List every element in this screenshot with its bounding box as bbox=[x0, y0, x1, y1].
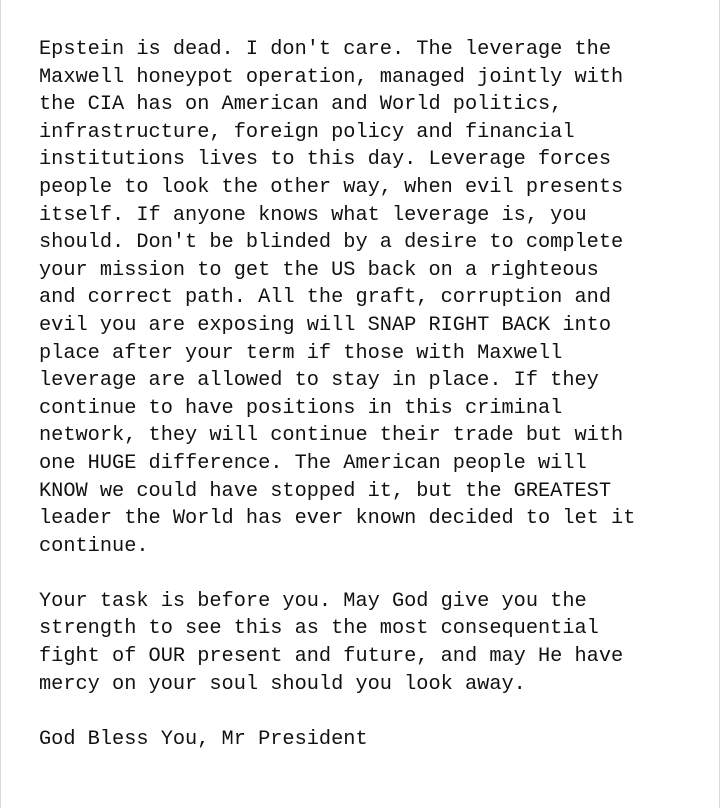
text-line: mercy on your soul should you look away. bbox=[39, 672, 526, 696]
text-line: one HUGE difference. The American people will bbox=[39, 451, 587, 475]
text-line: institutions lives to this day. Leverage forces bbox=[39, 148, 612, 172]
text-line: fight of OUR present and future, and may He have bbox=[39, 645, 624, 669]
text-line: your mission to get the US back on a righteous bbox=[39, 258, 599, 282]
paragraph-spacer bbox=[39, 560, 699, 588]
text-line: and correct path. All the graft, corruption and bbox=[39, 286, 612, 310]
text-line: itself. If anyone knows what leverage is, you bbox=[39, 203, 587, 227]
letter-body bbox=[39, 36, 699, 753]
text-line: continue. bbox=[39, 534, 149, 558]
text-line: strength to see this as the most consequential bbox=[39, 617, 599, 641]
text-line: should. Don't be blinded by a desire to complete bbox=[39, 231, 624, 255]
text-line: people to look the other way, when evil presents bbox=[39, 175, 624, 199]
text-line: network, they will continue their trade but with bbox=[39, 424, 624, 448]
paragraph-2 bbox=[39, 588, 699, 698]
text-line: continue to have positions in this criminal bbox=[39, 396, 563, 420]
text-line: leverage are allowed to stay in place. If they bbox=[39, 369, 599, 393]
text-line: leader the World has ever known decided to let it bbox=[39, 507, 636, 531]
text-line: the CIA has on American and World politics, bbox=[39, 93, 563, 117]
text-line: KNOW we could have stopped it, but the GREATEST bbox=[39, 479, 612, 503]
paragraph-1 bbox=[39, 36, 699, 560]
text-line: Maxwell honeypot operation, managed jointly with bbox=[39, 65, 624, 89]
text-line: infrastructure, foreign policy and financial bbox=[39, 120, 575, 144]
text-line: evil you are exposing will SNAP RIGHT BACK into bbox=[39, 313, 612, 337]
text-line: Epstein is dead. I don't care. The leverage the bbox=[39, 38, 612, 61]
paragraph-spacer bbox=[39, 698, 699, 726]
text-line: Your task is before you. May God give you the bbox=[39, 589, 587, 613]
closing-line: God Bless You, Mr President bbox=[39, 727, 368, 751]
text-line: place after your term if those with Maxwell bbox=[39, 341, 563, 365]
